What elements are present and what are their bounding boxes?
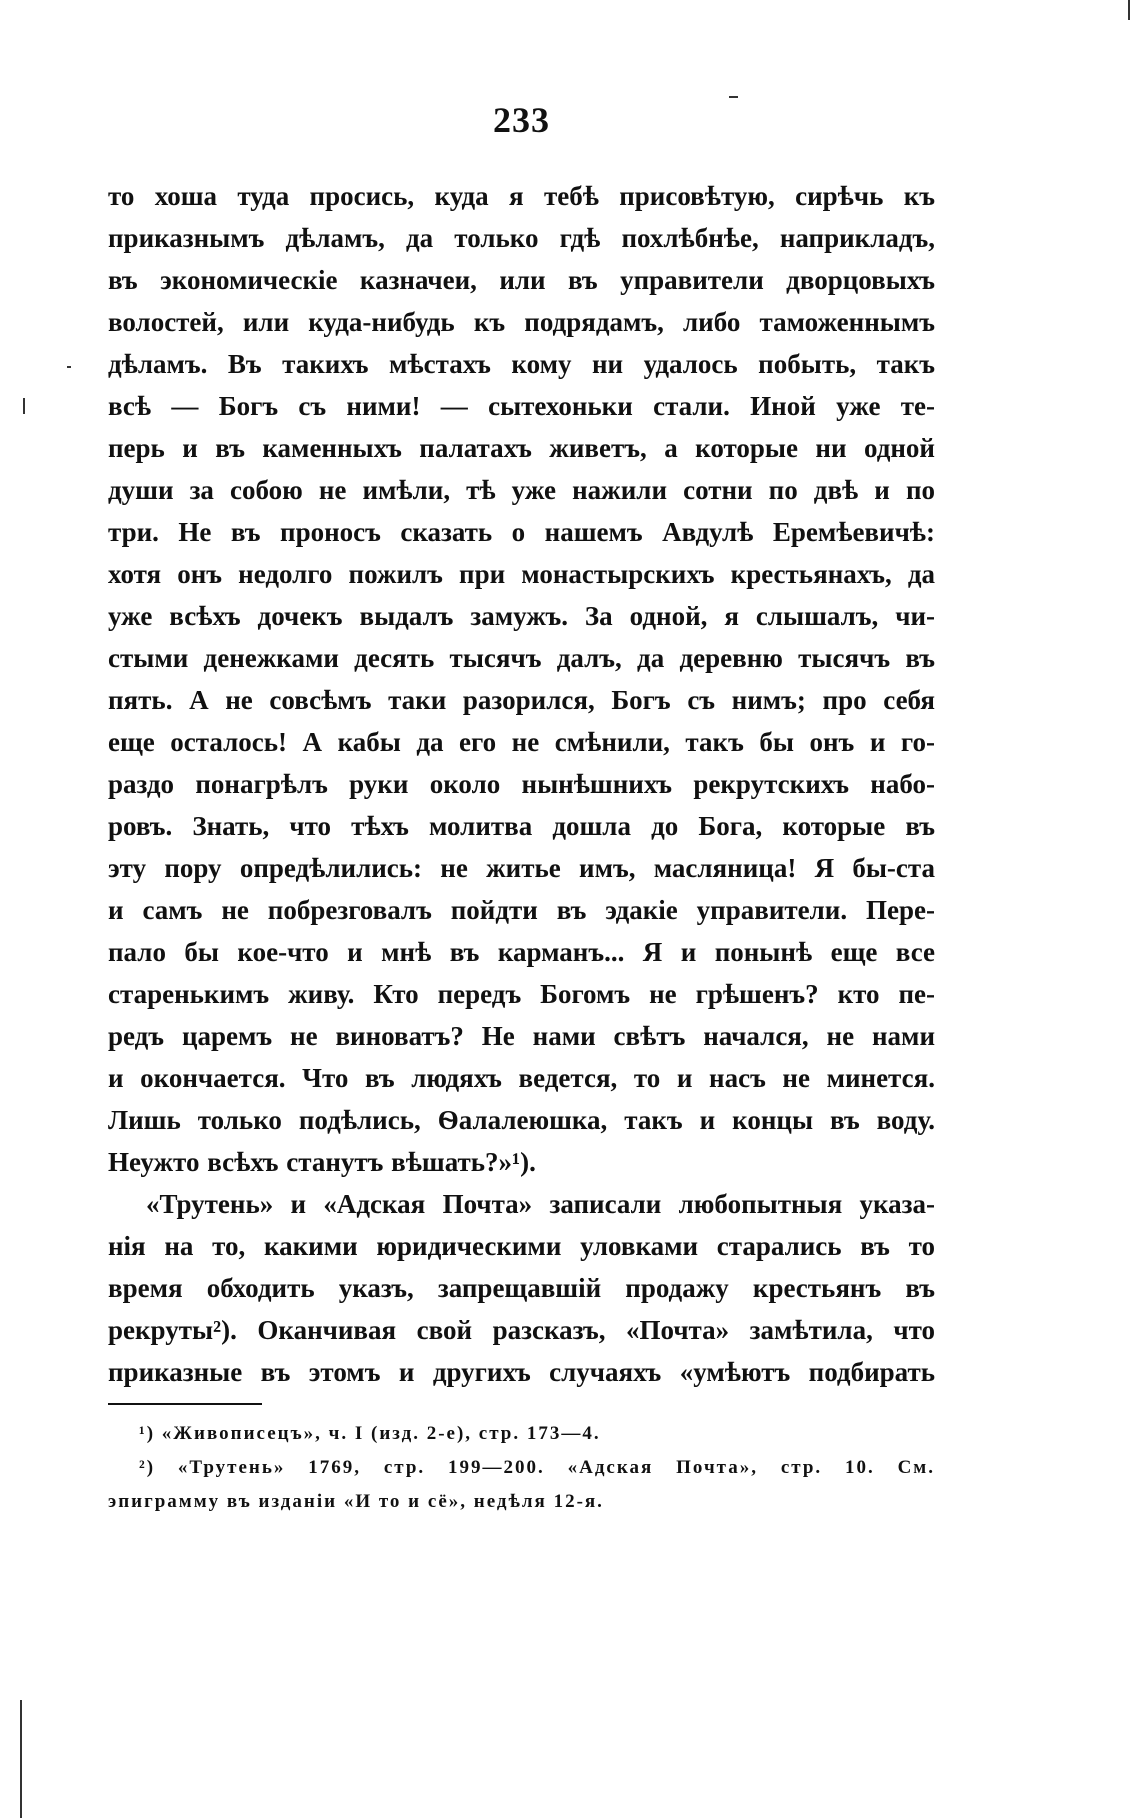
text-line: «Трутень» и «Адская Почта» записали любопытныя указа- [146,1189,935,1219]
text-line: въ экономическіе казначеи, или въ управители дворцовыхъ [108,265,935,295]
text-line: перь и въ каменныхъ палатахъ живетъ, а которые ни одной [108,433,935,463]
scan-mark [729,96,738,98]
footnote [108,1451,935,1519]
footnotes [108,1417,935,1519]
paragraph [108,1183,935,1393]
text-line: приказнымъ дѣламъ, да только гдѣ похлѣбнѣе, наприкладъ, [108,223,935,253]
footnote [108,1417,935,1451]
scan-mark [20,1700,22,1818]
scan-mark [67,366,71,368]
text-line: еще осталось! А кабы да его не смѣнили, такъ бы онъ и го- [108,727,935,757]
text-line: рекруты²). Оканчивая свой разсказъ, «Почта» замѣтила, что [108,1315,935,1345]
text-line: эту пору опредѣлились: не житье имъ, масляница! Я бы-ста [108,853,935,883]
text-line: стыми денежками десять тысячъ далъ, да деревню тысячъ въ [108,643,935,673]
footnote-rule [108,1403,262,1405]
page-number: 233 [493,100,550,140]
text-line: и окончается. Что въ людяхъ ведется, то и насъ не минется. [108,1063,935,1093]
text-line: и самъ не побрезговалъ пойдти въ эдакіе управители. Пере- [108,895,935,925]
text-line: хотя онъ недолго пожилъ при монастырскихъ крестьянахъ, да [108,559,935,589]
text-line: пять. А не совсѣмъ таки разорился, Богъ съ нимъ; про себя [108,685,935,715]
text-line: дѣламъ. Въ такихъ мѣстахъ кому ни удалось побыть, такъ [108,349,935,379]
body-text [108,175,935,1393]
text-line: всѣ — Богъ съ ними! — сытехоньки стали. Иной уже те- [108,391,935,421]
text-line: души за собою не имѣли, тѣ уже нажили сотни по двѣ и по [108,475,935,505]
text-line: три. Не въ проносъ сказать о нашемъ Авдулѣ Еремѣевичѣ: [108,517,935,547]
text-line: приказные въ этомъ и другихъ случаяхъ «умѣютъ подбирать [108,1357,935,1387]
text-line: время обходить указъ, запрещавшій продажу крестьянъ въ [108,1273,935,1303]
text-line: ровъ. Знать, что тѣхъ молитва дошла до Бога, которые въ [108,811,935,841]
text-line: пало бы кое-что и мнѣ въ карманъ... Я и понынѣ еще все [108,937,935,967]
paragraph [108,175,935,1183]
footnote-line: ¹) «Живописецъ», ч. I (изд. 2-е), стр. 173—4. [139,1423,601,1444]
text-line: уже всѣхъ дочекъ выдалъ замужъ. За одной, я слышалъ, чи- [108,601,935,631]
scan-mark [23,398,25,414]
text-line: волостей, или куда-нибудь къ подрядамъ, либо таможеннымъ [108,307,935,337]
text-line: раздо понагрѣлъ руки около нынѣшнихъ рекрутскихъ набо- [108,769,935,799]
text-line: Лишь только подѣлись, Ѳалалеюшка, такъ и концы въ воду. [108,1105,935,1135]
text-line: нія на то, какими юридическими уловками старались въ то [108,1231,935,1261]
scan-mark [1128,0,1130,20]
text-line: старенькимъ живу. Кто передъ Богомъ не грѣшенъ? кто пе- [108,979,935,1009]
text-line: то хоша туда просись, куда я тебѣ присовѣтую, сирѣчь къ [108,181,935,211]
footnote-line: ²) «Трутень» 1769, стр. 199—200. «Адская Почта», стр. 10. См. [139,1457,935,1478]
text-line: Неужто всѣхъ станутъ вѣшать?»¹). [108,1147,536,1177]
footnote-line: эпиграмму въ изданіи «И то и сё», недѣля 12-я. [108,1491,604,1512]
text-line: редъ царемъ не виноватъ? Не нами свѣтъ начался, не нами [108,1021,935,1051]
